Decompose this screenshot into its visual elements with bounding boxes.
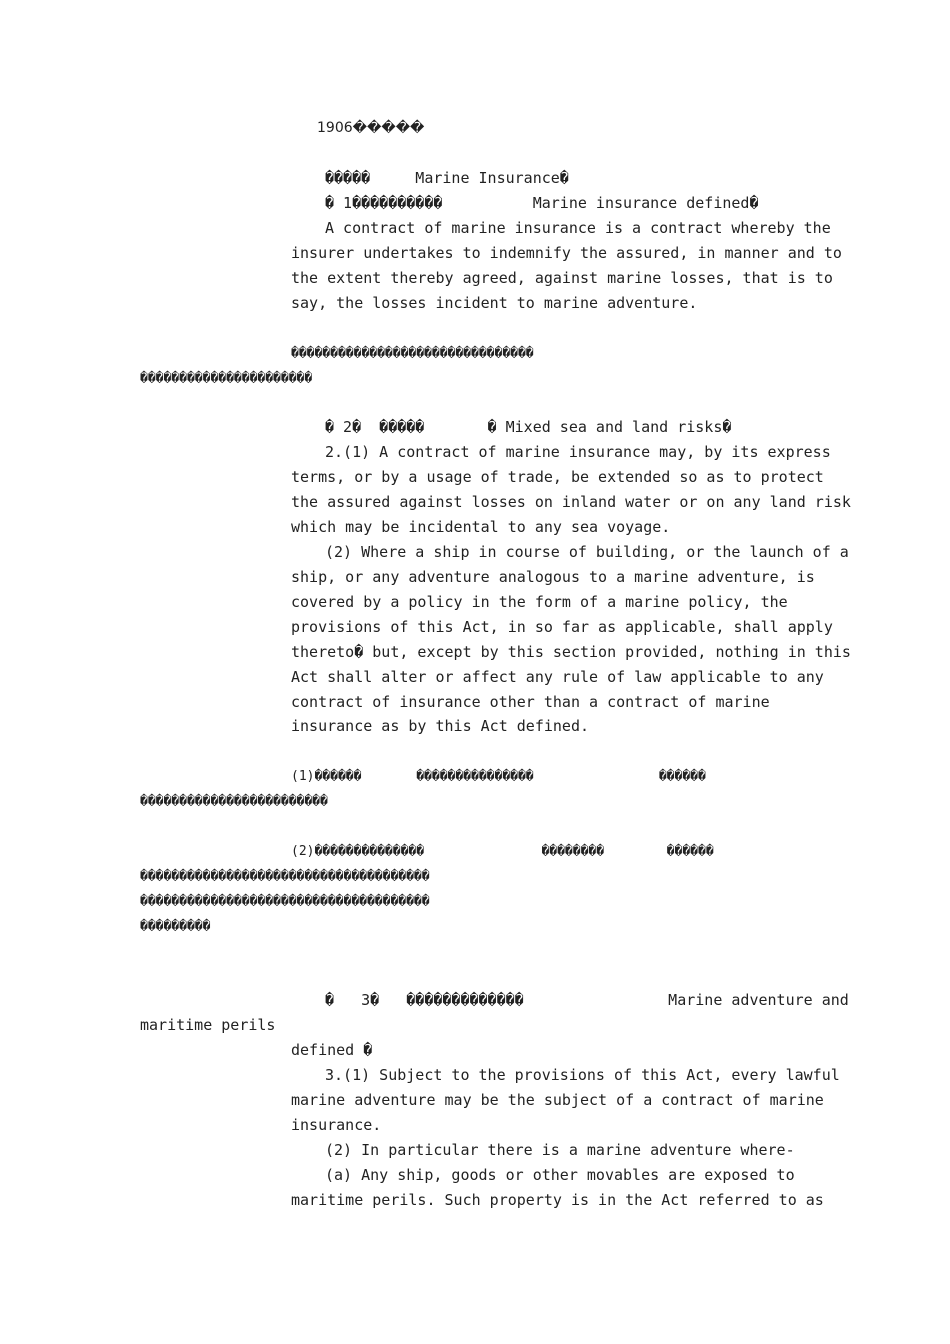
section-1-english-line: say, the losses incident to marine adventure.	[291, 294, 698, 312]
section-2-chinese-line: (2)�������������� �������� ������	[291, 844, 714, 859]
section-3-english-line: insurance.	[291, 1116, 382, 1134]
section-2-chinese-line: �������������������������������������	[140, 894, 430, 909]
section-3-english-line: (2) In particular there is a marine adventure where-	[325, 1141, 795, 1159]
section-3-defined: defined �	[291, 1041, 373, 1059]
section-1-english-line: A contract of marine insurance is a contract whereby the	[325, 219, 831, 237]
section-2-english-line: contract of insurance other than a contract of marine	[291, 693, 770, 711]
marine-insurance-label: ����� Marine Insurance�	[325, 169, 569, 187]
section-3-english-line: (a) Any ship, goods or other movables are exposed to	[325, 1166, 795, 1184]
section-2-english-line: insurance as by this Act defined.	[291, 717, 590, 735]
section-1-heading: � 1���������� Marine insurance defined�	[325, 194, 759, 212]
section-2-chinese-line: �������������������������������������	[140, 869, 430, 884]
section-2-english-line: ship, or any adventure analogous to a marine adventure, is	[291, 568, 815, 586]
section-2-english-line: the assured against losses on inland water or on any land risk	[291, 493, 851, 511]
section-2-english-line: terms, or by a usage of trade, be extended so as to protect	[291, 468, 824, 486]
section-3-english-line: marine adventure may be the subject of a contract of marine	[291, 1091, 824, 1109]
section-3-english-line: maritime perils. Such property is in the Act referred to as	[291, 1191, 824, 1209]
section-2-english-line: covered by a policy in the form of a marine policy, the	[291, 593, 788, 611]
section-1-chinese-line: ����������������������	[140, 371, 313, 386]
section-3-english-line: 3.(1) Subject to the provisions of this Act, every lawful	[325, 1066, 840, 1084]
section-2-english-line: 2.(1) A contract of marine insurance may, by its express	[325, 443, 831, 461]
section-1-english-line: insurer undertakes to indemnify the assured, in manner and to	[291, 244, 842, 262]
section-2-chinese-line: (1)������ ��������������� ������	[291, 769, 706, 784]
section-2-heading: � 2� ����� � Mixed sea and land risks�	[325, 418, 732, 436]
section-2-chinese-line: ������������������������	[140, 794, 328, 809]
section-2-english-line: Act shall alter or affect any rule of law applicable to any	[291, 668, 824, 686]
section-3-heading: � 3� ������������� Marine adventure and	[325, 991, 849, 1009]
section-1-chinese-line: �������������������������������	[291, 346, 534, 361]
section-1-english-line: the extent thereby agreed, against marine losses, that is to	[291, 269, 833, 287]
section-2-chinese-line: ���������	[140, 919, 211, 934]
section-2-english-line: provisions of this Act, in so far as applicable, shall apply	[291, 618, 833, 636]
section-2-english-line: (2) Where a ship in course of building, or the launch of a	[325, 543, 849, 561]
section-2-english-line: which may be incidental to any sea voyage.	[291, 518, 671, 536]
section-2-english-line: thereto� but, except by this section provided, nothing in this	[291, 643, 851, 661]
section-3-heading-continued: maritime perils	[140, 1016, 276, 1034]
document-title: 1906�����	[317, 120, 425, 136]
